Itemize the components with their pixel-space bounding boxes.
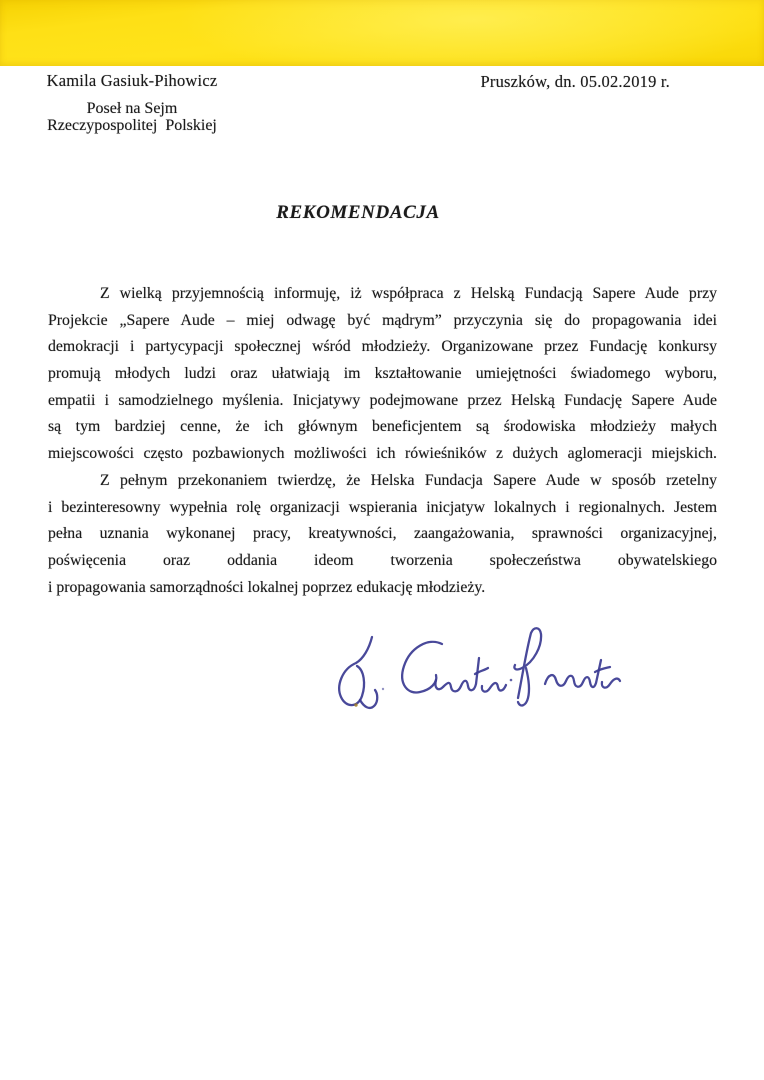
handwritten-signature [330,624,630,728]
letterhead-yellow-band [0,0,764,66]
letter-title: REKOMENDACJA [276,202,440,223]
body-line: i bezinteresowny wypełnia rolę organizacji wspierania inicjatyw lokalnych i regionalnych. Jestem [48,498,717,516]
body-line: Z wielką przyjemnością informuję, iż współpraca z Helską Fundacją Sapere Aude przy [100,285,717,302]
letter-body [48,281,717,601]
sender-title [28,100,236,134]
body-line: są tym bardziej cenne, że ich głównym beneficjentem są środowiska młodzieży małych [48,418,717,436]
body-line: i propagowania samorządności lokalnej poprzez edukację młodzieży. [48,578,486,596]
body-line: empatii i samodzielnego myślenia. Inicjatywy podejmowane przez Helską Fundację Sapere Aude [48,391,717,409]
body-line: pełna uznania wykonanej pracy, kreatywności, zaangażowania, sprawności organizacyjnej, [48,525,717,543]
body-line: promują młodych ludzi oraz ułatwiają im kształtowanie umiejętności świadomego wyboru, [48,365,717,383]
body-line: Z pełnym przekonaniem twierdzę, że Helska Fundacja Sapere Aude w sposób rzetelny [100,471,717,489]
body-line: demokracji i partycypacji społecznej wśród młodzieży. Organizowane przez Fundację konkursy [48,338,717,356]
sender-title-line1: Poseł na Sejm [86,100,178,117]
body-line: miejscowości często pozbawionych możliwości ich rówieśników z dużych aglomeracji miejskich. [48,445,717,463]
sender-title-line2: Rzeczypospolitej Polskiej [47,117,217,134]
body-line: poświęcenia oraz oddania ideom tworzenia społeczeństwa obywatelskiego [48,551,717,569]
sender-name: Kamila Gasiuk-Pihowicz [46,71,218,90]
body-line: Projekcie „Sapere Aude – miej odwagę być mądrym” przyczynia się do propagowania idei [48,311,717,329]
place-and-date: Pruszków, dn. 05.02.2019 r. [480,72,670,91]
sender-block [28,70,236,134]
